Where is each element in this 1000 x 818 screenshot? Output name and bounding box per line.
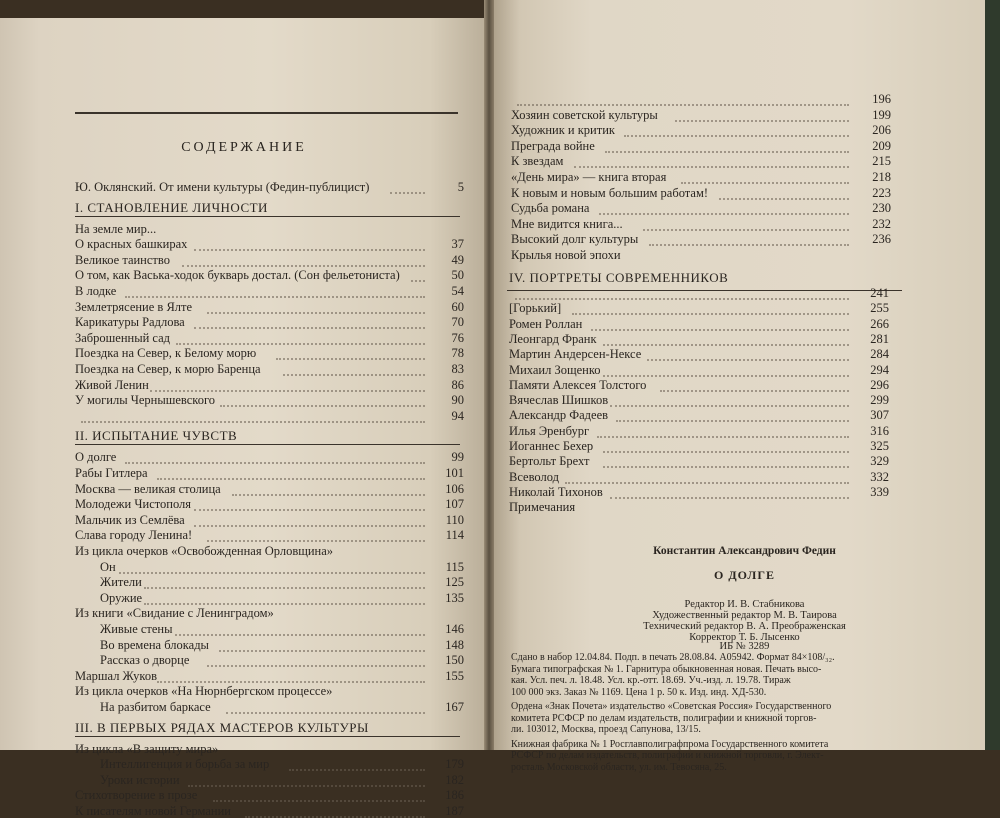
toc-page-number: 60	[451, 299, 464, 314]
toc-leader	[175, 620, 425, 636]
imprint-detail-line: кая. Усл. печ. л. 18.48. Усл. кр.-отт. 18.69. Уч.-изд. л. 19.78. Тираж	[511, 675, 791, 686]
toc-leader	[675, 106, 849, 122]
toc-entry-text: Хозяин советской культуры	[511, 107, 658, 122]
toc-entry-text: Москва — великая столица	[75, 481, 221, 496]
top-rule	[75, 112, 458, 114]
toc-entry-text: Поездка на Север, к морю Баренца	[75, 362, 261, 376]
toc-leader	[232, 480, 425, 496]
toc-leader	[150, 376, 425, 392]
toc-leader	[125, 448, 425, 464]
toc-entry-text: Стихотворение в прозе	[75, 788, 198, 803]
toc-leader	[515, 284, 849, 300]
toc-entry-text: I. СТАНОВЛЕНИЕ ЛИЧНОСТИ	[75, 199, 268, 215]
toc-page-number: 90	[451, 393, 464, 408]
toc-page-number: 332	[870, 469, 889, 484]
imprint-credit-line: Корректор Т. Б. Лысенко	[689, 632, 800, 643]
toc-page-number: 37	[451, 237, 464, 252]
toc-entry-text: Леонгард Франк	[509, 331, 597, 346]
toc-page-number: 307	[870, 408, 889, 423]
toc-leader	[157, 464, 425, 480]
toc-leader	[207, 651, 425, 667]
toc-entry-text: Вячеслав Шишков	[509, 393, 609, 408]
toc-page-number: 325	[870, 439, 889, 453]
toc-page-number: 299	[870, 393, 889, 408]
toc-page-number: 187	[445, 804, 464, 818]
toc-page-number: 86	[451, 377, 464, 392]
section-rule	[75, 736, 460, 737]
toc-entry-text: Во времена блокады	[100, 637, 209, 652]
toc-leader	[220, 391, 425, 407]
imprint-credit-line: Технический редактор В. А. Преображенская	[643, 621, 846, 632]
left-page	[0, 18, 488, 818]
toc-entry-text: Крылья новой эпохи	[511, 248, 621, 262]
toc-page-number: 206	[872, 123, 891, 138]
toc-page-number: 146	[445, 622, 464, 636]
toc-leader	[157, 667, 425, 683]
toc-leader	[517, 90, 849, 106]
toc-page-number: 50	[451, 268, 464, 283]
imprint-detail-line: 100 000 экз. Заказ № 1169. Цена 1 р. 50 к. Изд. инд. ХД-530.	[511, 686, 767, 698]
toc-entry-text: Живой Ленин	[75, 377, 149, 392]
toc-entry-text: Николай Тихонов	[509, 484, 603, 499]
toc-entry-text: Преграда войне	[511, 138, 595, 153]
toc-entry-text: Поездка на Север, к Белому морю	[75, 346, 257, 361]
toc-leader	[572, 299, 849, 315]
toc-page-number: 329	[870, 454, 889, 469]
toc-page-number: 255	[870, 301, 889, 316]
toc-page-number: 115	[445, 559, 464, 574]
toc-entry-text: Ромен Роллан	[509, 316, 583, 331]
toc-page-number: 70	[451, 315, 464, 330]
toc-page-number: 76	[451, 330, 464, 345]
toc-leader	[144, 589, 425, 605]
imprint-author: Константин Александрович Федин	[653, 545, 836, 557]
toc-entry-text: У могилы Чернышевского	[75, 393, 216, 408]
toc-leader	[182, 251, 425, 267]
toc-leader	[597, 422, 849, 438]
toc-page-number: 284	[870, 347, 889, 362]
toc-page-number: 155	[445, 668, 464, 683]
toc-page-number: 296	[870, 377, 889, 392]
toc-leader	[194, 313, 425, 329]
toc-leader	[283, 360, 425, 376]
toc-leader	[719, 184, 849, 200]
toc-entry-text: Мальчик из Семлёва	[75, 512, 185, 527]
toc-leader	[574, 152, 849, 168]
toc-entry-text: Ю. Оклянский. От имени культуры (Федин-публицист)	[75, 180, 370, 194]
toc-entry-text: Судьба романа	[511, 201, 590, 216]
toc-leader	[411, 266, 425, 282]
toc-page-number: 199	[872, 107, 891, 122]
toc-page-number: 236	[872, 232, 891, 247]
toc-leader	[603, 330, 849, 346]
toc-entry-text: Из цикла очерков «На Нюрнбергском процессе»	[75, 684, 333, 699]
imprint-detail-line: ли. 103012, Москва, проезд Сапунова, 13/15.	[511, 724, 701, 735]
toc-page-number: 230	[872, 201, 891, 216]
imprint-detail-line: РСФСР по делам издательств, полиграфии и книжной торговли, г. Элект-	[511, 750, 824, 761]
toc-page-number: 209	[872, 138, 891, 153]
toc-entry-text: III. В ПЕРВЫХ РЯДАХ МАСТЕРОВ КУЛЬТУРЫ	[75, 719, 369, 735]
toc-entry-text: Примечания	[509, 500, 576, 515]
toc-entry-text: О том, как Васька-ходок букварь достал. (Сон фельетониста)	[75, 268, 400, 283]
toc-entry-text: К писателям новой Германии	[75, 804, 231, 818]
toc-leader	[194, 511, 425, 527]
toc-leader	[276, 344, 425, 360]
toc-entry-text: Памяти Алексея Толстого	[509, 377, 647, 392]
toc-page-number: 78	[451, 346, 464, 361]
imprint-ib: ИБ № 3289	[719, 641, 770, 652]
toc-page-number: 266	[870, 316, 889, 331]
toc-page-number: 232	[872, 216, 891, 231]
toc-leader	[213, 786, 425, 802]
toc-page-number: 49	[451, 252, 464, 267]
toc-page-number: 114	[445, 528, 464, 543]
toc-leader	[643, 215, 849, 231]
toc-entry-text: [Горький]	[509, 301, 562, 316]
toc-leader	[144, 573, 425, 589]
toc-page-number: 5	[457, 180, 464, 194]
imprint-detail-line: Сдано в набор 12.04.84. Подп. в печать 28.08.84. А05942. Формат 84×108/₃₂.	[511, 652, 835, 663]
toc-leader	[119, 558, 425, 574]
toc-page-number: 182	[445, 772, 464, 787]
toc-leader	[591, 315, 849, 331]
imprint-detail-line: росталь Московской области, ул. им. Тевосяна, 25.	[511, 761, 727, 773]
imprint-detail-line: Ордена «Знак Почета» издательство «Советская Россия» Государственного	[511, 701, 832, 712]
toc-entry-text: Оружие	[100, 590, 143, 605]
toc-entry-text: О красных башкирах	[75, 237, 188, 252]
toc-page-number: 101	[445, 466, 464, 480]
toc-page-number: 135	[445, 590, 464, 605]
toc-leader	[390, 178, 425, 194]
toc-leader	[605, 137, 849, 153]
toc-page-number: 294	[870, 362, 889, 377]
toc-entry-text: Илья Эренбург	[509, 423, 590, 438]
toc-entry-text: Живые стены	[100, 622, 173, 636]
toc-entry-text: Мартин Андерсен-Нексе	[509, 347, 642, 362]
book-cover-edge	[985, 0, 1000, 750]
toc-page-number: 215	[872, 154, 891, 169]
toc-entry-text: Уроки истории	[100, 772, 180, 787]
toc-entry-text: Жители	[100, 575, 142, 590]
toc-leader	[176, 329, 425, 345]
toc-leader	[125, 282, 425, 298]
toc-entry-text: Землетрясение в Ялте	[75, 299, 193, 314]
toc-entry-text: Рабы Гитлера	[75, 466, 148, 480]
toc-page-number: 106	[445, 481, 464, 496]
toc-entry-text: Всеволод	[509, 469, 559, 484]
section-rule	[75, 216, 460, 217]
toc-page-number: 281	[870, 331, 889, 346]
toc-leader	[603, 361, 849, 377]
imprint-detail-line: Книжная фабрика № 1 Росглавполиграфпрома Государственного комитета	[511, 738, 829, 750]
toc-entry-text: Слава городу Ленина!	[75, 528, 193, 543]
toc-leader	[207, 526, 425, 542]
toc-entry-text: Высокий долг культуры	[511, 232, 639, 247]
section-rule	[75, 444, 460, 445]
toc-leader	[647, 345, 849, 361]
toc-entry-text: О долге	[75, 450, 117, 465]
toc-page-number: 99	[451, 450, 464, 465]
toc-leader	[603, 452, 849, 468]
toc-page-number: 241	[870, 286, 889, 300]
toc-entry-text: Художник и критик	[511, 123, 615, 138]
toc-leader	[194, 235, 425, 251]
toc-entry-text: Бертольт Брехт	[509, 454, 590, 469]
toc-page-number: 186	[445, 788, 464, 803]
toc-entry-text: Заброшенный сад	[75, 330, 171, 345]
imprint-credit-line: Художественный редактор М. В. Таирова	[652, 610, 837, 621]
toc-leader	[610, 483, 849, 499]
toc-page-number: 54	[451, 284, 464, 298]
toc-entry-text: Из цикла «В защиту мира»	[75, 741, 219, 756]
imprint-credit-line: Редактор И. В. Стабникова	[684, 599, 805, 610]
toc-leader	[616, 406, 849, 422]
toc-leader	[194, 495, 425, 511]
toc-entry-text: К звездам	[511, 154, 564, 169]
toc-page-number: 125	[445, 575, 464, 590]
toc-leader	[681, 168, 849, 184]
toc-page-number: 223	[872, 185, 891, 200]
toc-entry-text: Карикатуры Радлова	[75, 315, 185, 330]
toc-leader	[207, 298, 425, 314]
imprint-detail-line: Бумага типографская № 1. Гарнитура обыкновенная новая. Печать высо-	[511, 663, 822, 675]
toc-leader	[603, 437, 849, 453]
book-gutter	[484, 0, 494, 750]
toc-entry-text: Великое таинство	[75, 252, 170, 267]
right-page	[489, 0, 1000, 773]
toc-leader	[289, 755, 425, 771]
toc-entry-text: Мне видится книга...	[511, 216, 623, 231]
toc-entry-text: К новым и новым большим работам!	[511, 185, 709, 200]
toc-leader	[245, 802, 425, 818]
toc-page-number: 218	[872, 170, 891, 184]
toc-leader	[565, 468, 849, 484]
toc-entry-text: Из цикла очерков «Освобожденная Орловщина»	[75, 544, 334, 558]
toc-entry-text: На разбитом баркасе	[100, 700, 211, 714]
toc-entry-text: Интеллигенция и борьба за мир	[100, 757, 270, 772]
toc-leader	[188, 771, 425, 787]
toc-entry-text: Михаил Зощенко	[509, 362, 601, 377]
imprint-book-title: О ДОЛГЕ	[714, 568, 775, 582]
section-iv-heading: IV. ПОРТРЕТЫ СОВРЕМЕННИКОВ	[509, 270, 729, 285]
toc-leader	[81, 407, 425, 423]
toc-entry-text: Маршал Жуков	[75, 668, 157, 683]
toc-entry-text: Рассказ о дворце	[100, 653, 190, 668]
toc-entry-text: Молодежи Чистополя	[75, 497, 192, 512]
toc-entry-text: «День мира» — книга вторая	[511, 170, 667, 184]
toc-entry-text: На земле мир...	[75, 221, 157, 236]
toc-page-number: 148	[445, 637, 464, 652]
toc-title: СОДЕРЖАНИЕ	[181, 140, 307, 155]
toc-leader	[610, 391, 849, 407]
toc-page-number: 94	[451, 408, 464, 423]
toc-page-number: 179	[445, 757, 464, 772]
toc-page-number: 110	[445, 512, 464, 527]
toc-page-number: 316	[870, 423, 889, 438]
toc-entry-text: Александр Фадеев	[509, 408, 609, 423]
toc-leader	[649, 230, 849, 246]
toc-page-number: 167	[445, 700, 464, 714]
toc-page-number: 107	[445, 497, 464, 512]
toc-entry-text: Иоганнес Бехер	[509, 439, 594, 453]
toc-leader	[660, 376, 849, 392]
toc-leader	[219, 636, 425, 652]
toc-page-number: 150	[445, 653, 464, 668]
toc-entry-text: В лодке	[75, 284, 117, 298]
toc-leader	[226, 698, 425, 714]
toc-leader	[624, 121, 849, 137]
toc-entry-text: II. ИСПЫТАНИЕ ЧУВСТВ	[75, 428, 238, 444]
toc-entry-text: Он	[100, 559, 116, 574]
toc-page-number: 196	[872, 92, 891, 106]
toc-page-number: 339	[870, 484, 889, 499]
imprint-detail-line: комитета РСФСР по делам издательств, полиграфии и книжной торгов-	[511, 712, 817, 724]
toc-leader	[599, 199, 849, 215]
imprint-details	[511, 652, 891, 773]
toc-page-number: 83	[451, 362, 464, 376]
toc-entry-text: Из книги «Свидание с Ленинградом»	[75, 606, 274, 621]
